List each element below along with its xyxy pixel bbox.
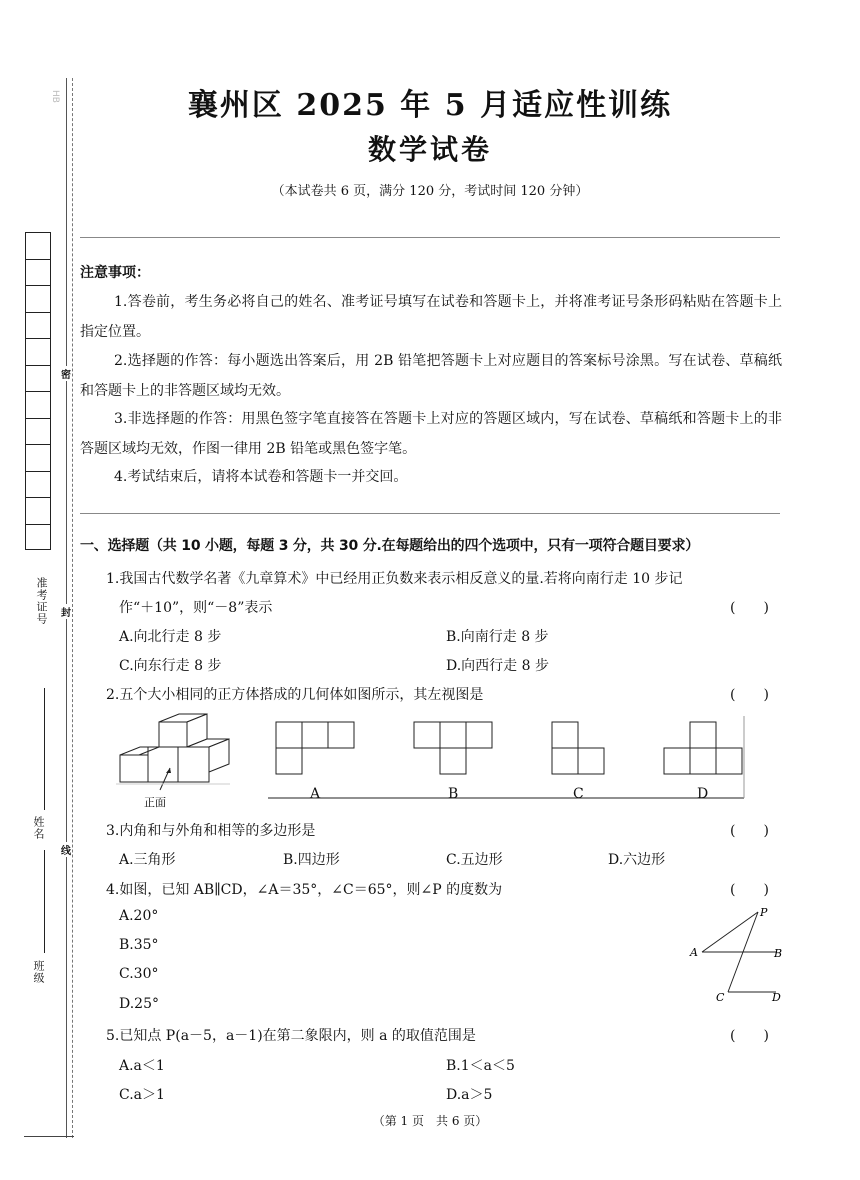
notice-item-4: 4.考试结束后，请将本试卷和答题卡一并交回。 xyxy=(114,469,408,485)
name-underline xyxy=(44,688,45,810)
q5-option-d: D.a＞5 xyxy=(446,1087,493,1103)
q5-option-a: A.a＜1 xyxy=(119,1058,165,1074)
q1-answer-paren: ( ) xyxy=(730,600,769,616)
q4-point-a: A xyxy=(690,946,698,959)
q1-option-d: D.向西行走 8 步 xyxy=(446,658,549,674)
q2-options-figure xyxy=(268,716,748,804)
q4-point-c: C xyxy=(716,991,725,1004)
q3-option-c: C.五边形 xyxy=(446,852,503,868)
q2-cube-figure xyxy=(112,710,232,810)
q2-option-a-label: A xyxy=(310,786,321,802)
class-label: 班级 xyxy=(32,960,45,984)
seal-char-mi: 密 xyxy=(61,366,71,381)
q3-option-b: B.四边形 xyxy=(283,852,340,868)
section-heading: 一、选择题（共 10 小题，每题 3 分，共 30 分.在每题给出的四个选项中，只有一项符合题目要求） xyxy=(80,538,700,554)
q2-option-c-label: C xyxy=(573,786,584,802)
q3-stem: 3.内角和与外角和相等的多边形是 xyxy=(106,823,316,839)
q5-option-b: B.1＜a＜5 xyxy=(446,1058,515,1074)
page-footer: （第 1 页 共 6 页） xyxy=(372,1114,488,1128)
q4-point-d: D xyxy=(772,991,781,1004)
divider-top xyxy=(80,237,780,238)
q3-answer-paren: ( ) xyxy=(730,823,769,839)
q2-front-label: 正面 xyxy=(144,796,166,809)
q4-option-a: A.20° xyxy=(119,908,159,924)
q4-option-d: D.25° xyxy=(119,996,159,1012)
q4-point-p: P xyxy=(760,906,768,919)
exam-id-boxes xyxy=(25,232,51,550)
q3-option-a: A.三角形 xyxy=(119,852,176,868)
q2-answer-paren: ( ) xyxy=(730,687,769,703)
divider-mid xyxy=(80,513,780,514)
exam-info: （本试卷共 6 页，满分 120 分，考试时间 120 分钟） xyxy=(271,184,589,199)
notice-item-3: 3.非选择题的作答：用黑色签字笔直接答在答题卡上对应的答题区域内，写在试卷、草稿纸和答题卡上的非答题区域均无效，作图一律用 2B 铅笔或黑色签字笔。 xyxy=(80,411,782,457)
q5-stem: 5.已知点 P(a－5，a－1)在第二象限内，则 a 的取值范围是 xyxy=(106,1028,476,1044)
q4-point-b: B xyxy=(774,947,783,960)
q4-answer-paren: ( ) xyxy=(730,882,769,898)
q1-option-b: B.向南行走 8 步 xyxy=(446,629,549,645)
class-underline xyxy=(44,850,45,953)
q5-option-c: C.a＞1 xyxy=(119,1087,165,1103)
seal-char-xian: 线 xyxy=(61,842,71,857)
notice-heading: 注意事项： xyxy=(80,265,150,281)
q5-answer-paren: ( ) xyxy=(730,1028,769,1044)
q2-option-d-label: D xyxy=(697,786,709,802)
corner-mark: HB xyxy=(50,90,60,103)
exam-id-label: 准考证号 xyxy=(35,577,48,625)
q4-parallel-figure xyxy=(688,902,788,1006)
name-label: 姓名 xyxy=(32,816,45,840)
q1-stem-line2: 作“＋10”，则“－8”表示 xyxy=(119,600,273,616)
q1-stem-line1: 1.我国古代数学名著《九章算术》中已经用正负数来表示相反意义的量.若将向南行走 10 步记 xyxy=(106,571,683,587)
binding-bottom-rule xyxy=(24,1136,74,1137)
q4-option-c: C.30° xyxy=(119,966,159,982)
q3-option-d: D.六边形 xyxy=(608,852,666,868)
q4-option-b: B.35° xyxy=(119,937,159,953)
exam-subject-title: 数学试卷 xyxy=(367,133,492,166)
seal-char-feng: 封 xyxy=(61,604,71,619)
q1-option-c: C.向东行走 8 步 xyxy=(119,658,222,674)
q2-option-b-label: B xyxy=(448,786,459,802)
q4-stem: 4.如图，已知 AB∥CD，∠A＝35°，∠C＝65°，则∠P 的度数为 xyxy=(106,882,503,898)
binding-line-inner xyxy=(72,78,73,1138)
q1-option-a: A.向北行走 8 步 xyxy=(119,629,222,645)
q2-stem: 2.五个大小相同的正方体搭成的几何体如图所示，其左视图是 xyxy=(106,687,484,703)
notice-item-1: 1.答卷前，考生务必将自己的姓名、准考证号填写在试卷和答题卡上，并将准考证号条形码粘贴在答题卡上指定位置。 xyxy=(80,294,782,340)
notice-item-2: 2.选择题的作答：每小题选出答案后，用 2B 铅笔把答题卡上对应题目的答案标号涂黑。写在试卷、草稿纸和答题卡上的非答题区域均无效。 xyxy=(80,353,782,399)
exam-title: 襄州区 2025 年 5 月适应性训练 xyxy=(187,88,673,123)
